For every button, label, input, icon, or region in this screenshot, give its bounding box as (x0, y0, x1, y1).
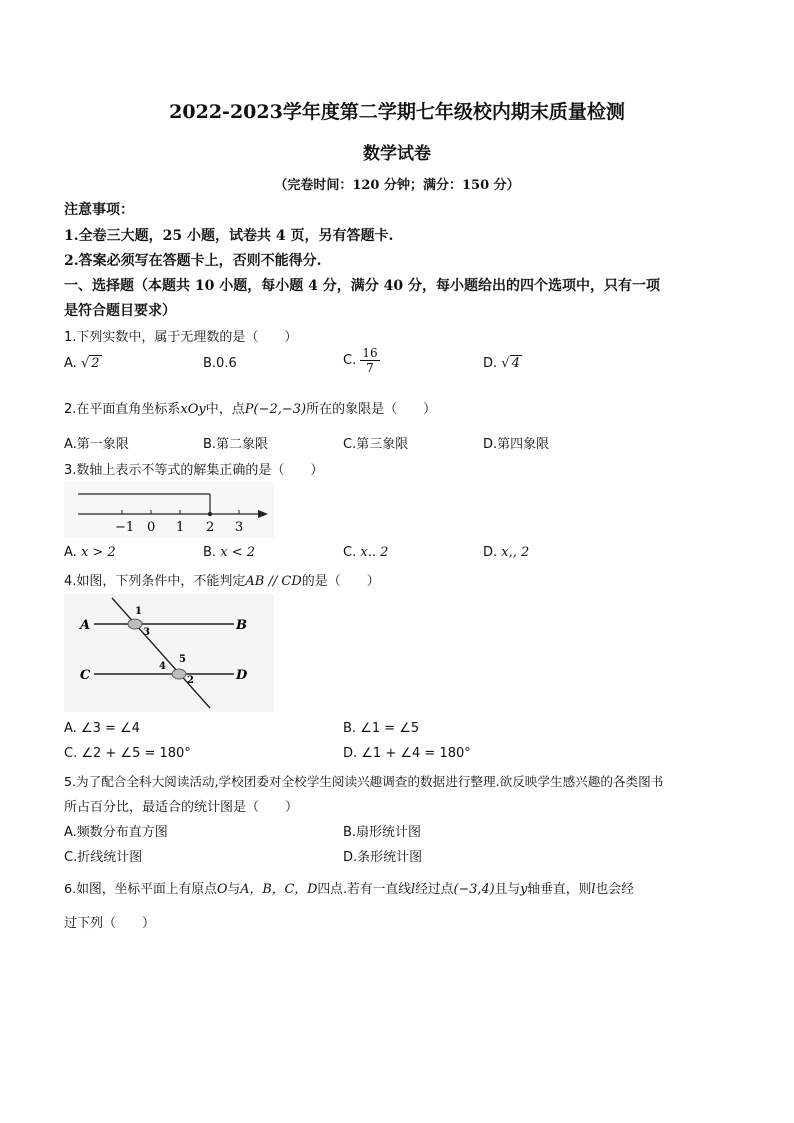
q1-option-b: B.0.6 (203, 356, 237, 371)
svg-text:4: 4 (159, 661, 166, 672)
q2-option-b: B.第二象限 (203, 437, 269, 452)
note-item: 2.答案必须写在答题卡上，否则不能得分. (64, 253, 322, 269)
tick-label: 3 (235, 520, 244, 535)
question-5-stem-cont: 所占百分比，最适合的统计图是（ ） (64, 800, 299, 815)
svg-text:C: C (80, 668, 91, 683)
tick-label: 2 (206, 520, 215, 535)
svg-text:B: B (236, 618, 247, 633)
number-line-figure (64, 482, 274, 538)
q5-option-b: B.扇形统计图 (343, 825, 422, 840)
q3-option-c: C. x.. 2 (343, 545, 389, 560)
page-title: 2022-2023学年度第二学期七年级校内期末质量检测 (169, 101, 625, 123)
q2-option-c: C.第三象限 (343, 437, 409, 452)
svg-text:A: A (80, 618, 91, 633)
parallel-lines-figure (64, 594, 274, 712)
question-5-stem: 5.为了配合全科大阅读活动,学校团委对全校学生阅读兴趣调查的数据进行整理.欲反映学生感兴趣的各类图书 (64, 774, 664, 789)
q5-option-c: C.折线统计图 (64, 850, 143, 865)
q3-option-d: D. x,, 2 (483, 545, 530, 560)
svg-text:2: 2 (187, 675, 194, 686)
tick-label: −1 (115, 520, 135, 535)
q3-option-a: A. x > 2 (64, 545, 116, 560)
q4-option-a: A. ∠3 = ∠4 (64, 721, 140, 736)
question-6-stem: 6.如图，坐标平面上有原点O与A，B，C，D四点.若有一直线l经过点(−3,4)且与y轴垂直，则l也会经 (64, 882, 634, 897)
q2-option-a: A.第一象限 (64, 437, 129, 452)
section-heading: 一、选择题（本题共 10 小题，每小题 4 分，满分 40 分，每小题给出的四个选项中，只有一项 (64, 278, 660, 294)
question-4-stem: 4.如图，下列条件中，不能判定AB // CD的是（ ） (64, 574, 380, 589)
question-6-stem-cont: 过下列（ ） (64, 916, 156, 931)
question-2-stem: 2.在平面直角坐标系xOy中，点P(−2,−3)所在的象限是（ ） (64, 402, 437, 417)
q1-option-c: C. $\frac{16}{7}$ (343, 346, 378, 375)
q4-option-b: B. ∠1 = ∠5 (343, 721, 420, 736)
tick-label: 0 (147, 520, 156, 535)
section-heading-cont: 是符合题目要求） (64, 303, 176, 319)
exam-info: （完卷时间：120 分钟；满分：150 分） (274, 178, 520, 193)
paper-subtitle: 数学试卷 (363, 144, 431, 164)
q5-option-d: D.条形统计图 (343, 850, 423, 865)
svg-text:5: 5 (179, 654, 186, 665)
tick-label: 1 (176, 520, 185, 535)
note-item: 1.全卷三大题，25 小题，试卷共 4 页，另有答题卡. (64, 228, 394, 244)
q1-option-a: A. √ 2 (64, 356, 100, 371)
svg-text:3: 3 (143, 627, 150, 638)
notes-heading: 注意事项： (64, 202, 134, 218)
question-1-stem: 1.下列实数中，属于无理数的是（ ） (64, 330, 298, 345)
q1-option-d: D. √ 4 (483, 356, 520, 371)
svg-text:1: 1 (135, 606, 142, 617)
q5-option-a: A.频数分布直方图 (64, 825, 168, 840)
question-3-stem: 3.数轴上表示不等式的解集正确的是（ ） (64, 463, 324, 478)
q2-option-d: D.第四象限 (483, 437, 550, 452)
q4-option-c: C. ∠2 + ∠5 = 180° (64, 746, 191, 761)
q3-option-b: B. x < 2 (203, 545, 255, 560)
q4-option-d: D. ∠1 + ∠4 = 180° (343, 746, 471, 761)
svg-text:D: D (236, 668, 248, 683)
